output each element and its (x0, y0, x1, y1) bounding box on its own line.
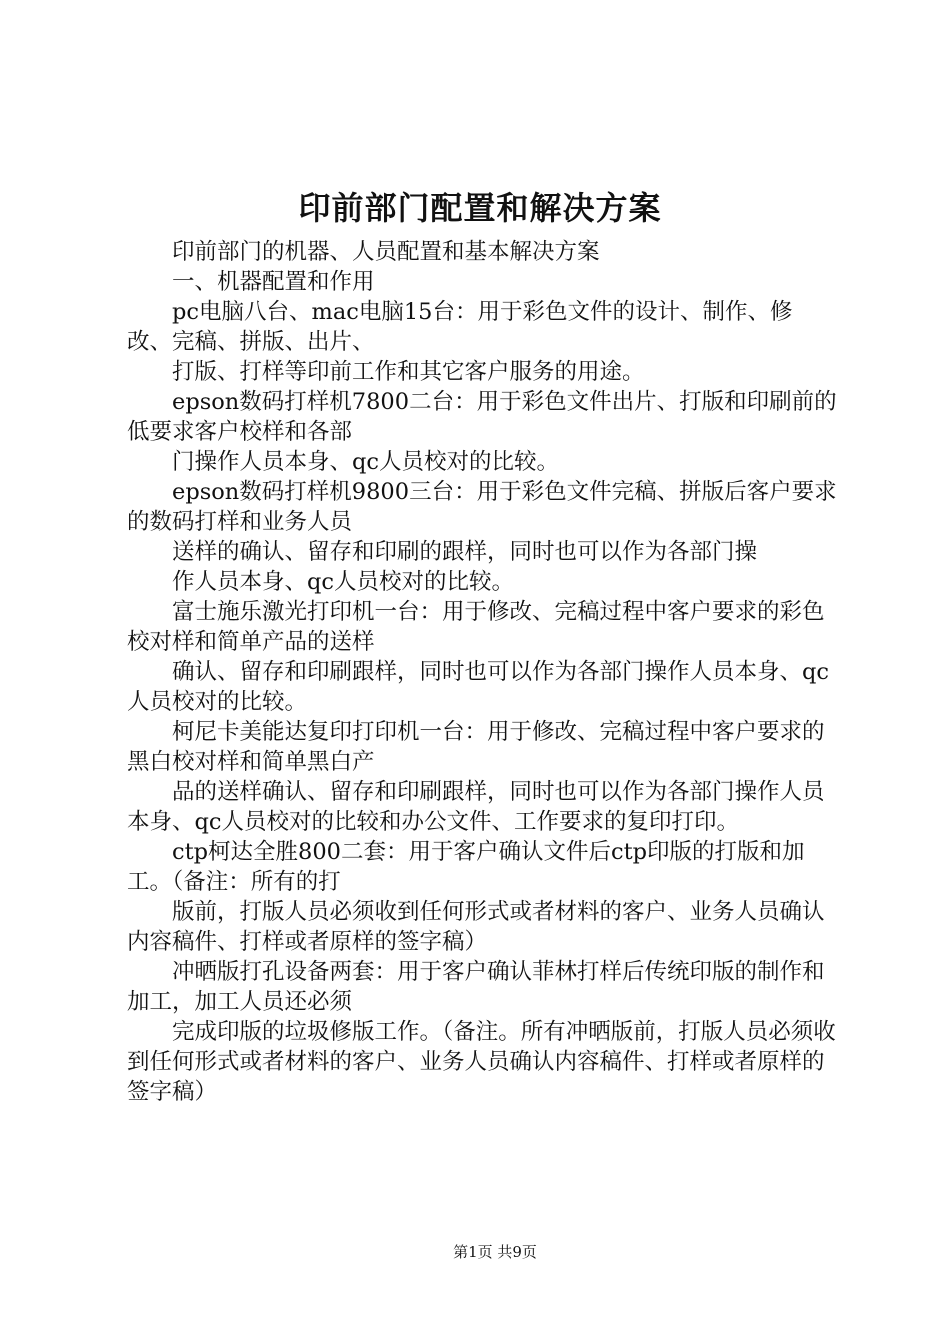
paragraph: epson数码打样机9800三台：用于彩色文件完稿、拼版后客户要求的数码打样和业务人员 (127, 479, 837, 535)
paragraph: 送样的确认、留存和印刷的跟样，同时也可以作为各部门操 (172, 539, 758, 565)
paragraph: ctp柯达全胜800二套：用于客户确认文件后ctp印版的打版和加工。（备注：所有的打 (127, 839, 805, 895)
paragraph: 印前部门的机器、人员配置和基本解决方案 (172, 239, 600, 265)
paragraph: 柯尼卡美能达复印打印机一台：用于修改、完稿过程中客户要求的黑白校对样和简单黑白产 (127, 719, 825, 775)
document-body (127, 237, 837, 1107)
paragraph: 门操作人员本身、qc人员校对的比较。 (172, 449, 560, 475)
paragraph: 完成印版的垃圾修版工作。（备注。所有冲晒版前，打版人员必须收到任何形式或者材料的客户、业务人员确认内容稿件、打样或者原样的签字稿） (127, 1019, 836, 1105)
paragraph: 作人员本身、qc人员校对的比较。 (172, 569, 515, 595)
page-footer: 第1页 共9页 (453, 1243, 537, 1261)
paragraph: 打版、打样等印前工作和其它客户服务的用途。 (172, 359, 645, 385)
section-heading: 一、机器配置和作用 (172, 269, 375, 295)
paragraph: 确认、留存和印刷跟样，同时也可以作为各部门操作人员本身、qc人员校对的比较。 (127, 659, 830, 715)
paragraph: pc电脑八台、mac电脑15台：用于彩色文件的设计、制作、修改、完稿、拼版、出片、 (127, 299, 793, 355)
paragraph: 版前，打版人员必须收到任何形式或者材料的客户、业务人员确认内容稿件、打样或者原样的签字稿） (127, 899, 825, 955)
paragraph: 品的送样确认、留存和印刷跟样，同时也可以作为各部门操作人员本身、qc人员校对的比较和办公文件、工作要求的复印打印。 (127, 779, 825, 835)
document-title: 印前部门配置和解决方案 (298, 189, 662, 227)
paragraph: epson数码打样机7800二台：用于彩色文件出片、打版和印刷前的低要求客户校样和各部 (127, 389, 837, 445)
paragraph: 冲晒版打孔设备两套：用于客户确认菲林打样后传统印版的制作和加工，加工人员还必须 (127, 959, 825, 1015)
paragraph: 富士施乐激光打印机一台：用于修改、完稿过程中客户要求的彩色校对样和简单产品的送样 (127, 599, 825, 655)
